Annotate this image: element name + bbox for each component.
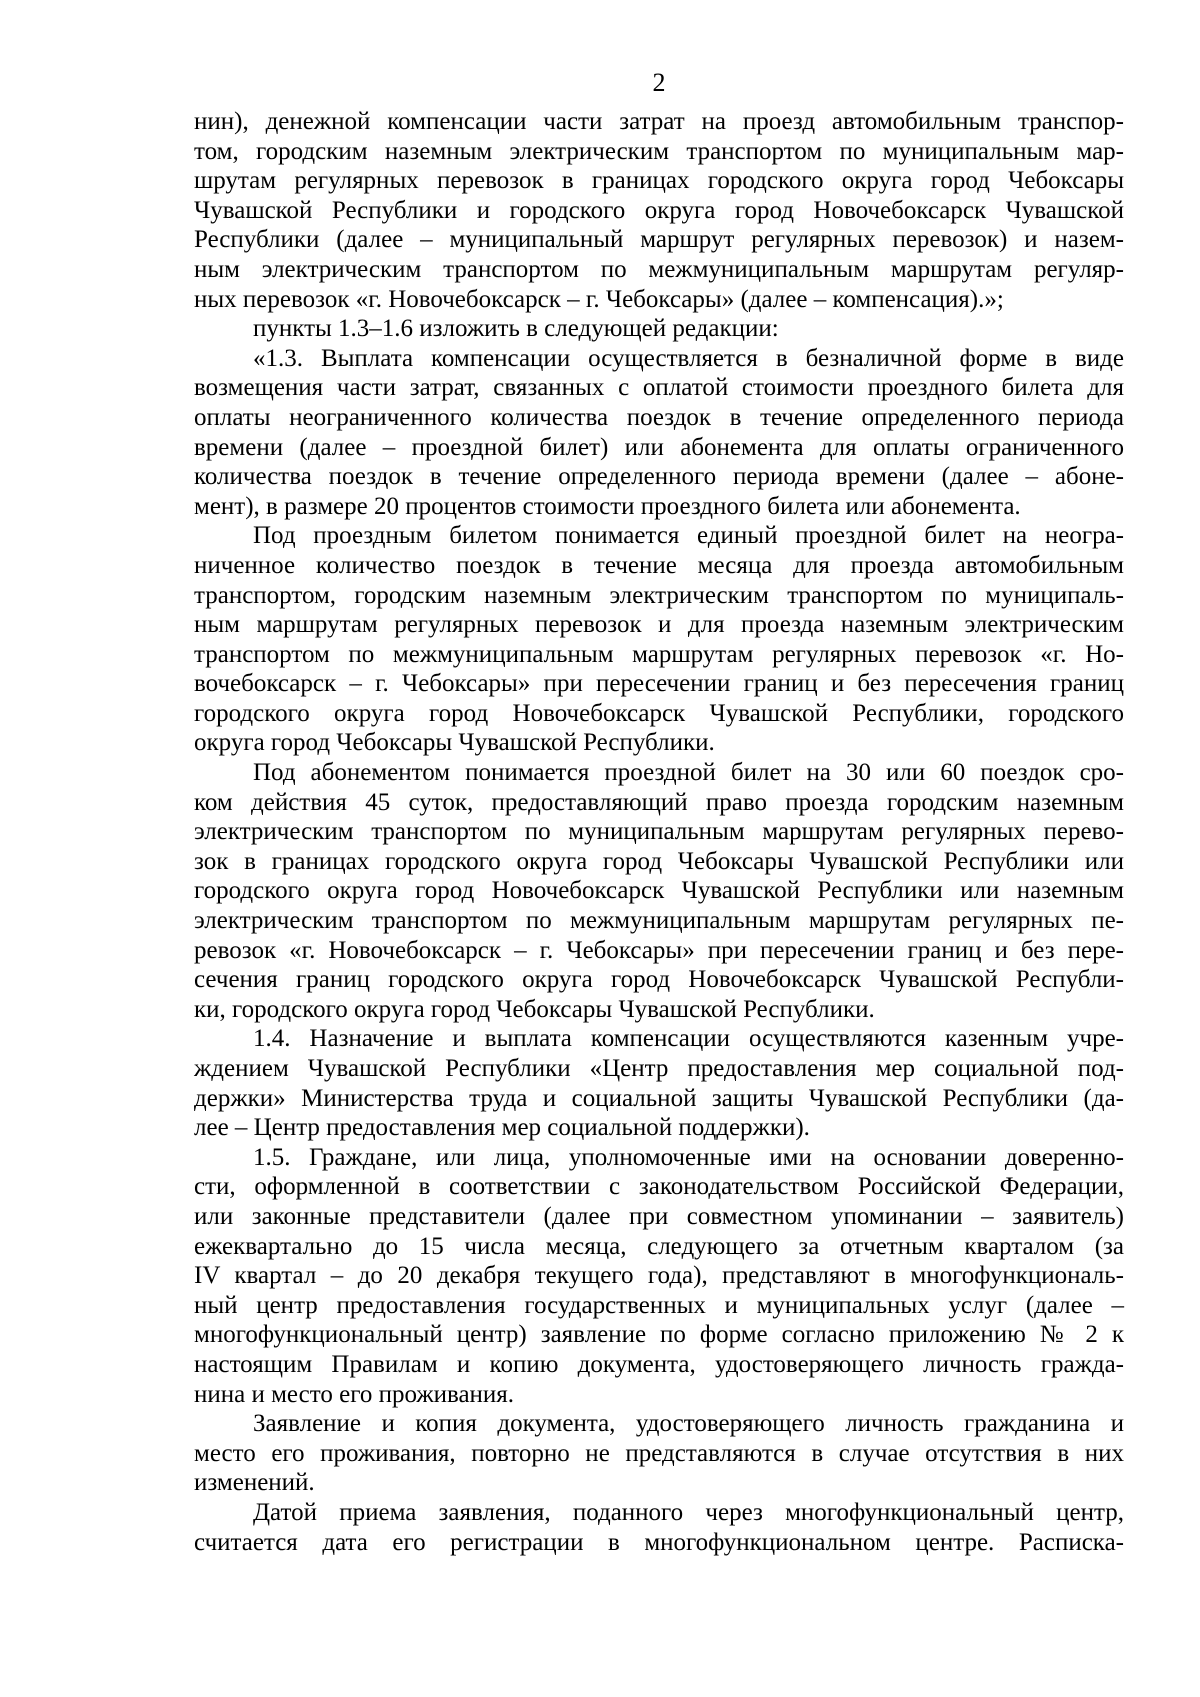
- text-line: Под абонементом понимается проездной билет на 30 или 60 поездок сро-: [253, 759, 1124, 787]
- text-line: ки, городского округа город Чебоксары Чувашской Республики.: [194, 995, 875, 1023]
- text-line: держки» Министерства труда и социальной защиты Чувашской Республики (да-: [194, 1084, 1124, 1112]
- text-line: место его проживания, повторно не представляются в случае отсутствия в них: [194, 1439, 1124, 1467]
- text-line: ный центр предоставления государственных и муниципальных услуг (далее –: [194, 1291, 1124, 1319]
- text-line: нин), денежной компенсации части затрат на проезд автомобильным транспор-: [194, 108, 1124, 135]
- text-line: изменений.: [194, 1469, 315, 1497]
- paragraph: [194, 1498, 1124, 1557]
- text-line: Республики (далее – муниципальный маршрут регулярных перевозок) и назем-: [194, 226, 1124, 254]
- paragraph: [194, 758, 1124, 1024]
- text-line: IV квартал – до 20 декабря текущего года), представляют в многофункциональ-: [194, 1262, 1124, 1290]
- text-line: времени (далее – проездной билет) или абонемента для оплаты ограниченного: [194, 433, 1124, 461]
- text-line: транспортом, городским наземным электрическим транспортом по муниципаль-: [194, 581, 1124, 609]
- paragraph: [194, 107, 1124, 314]
- text-line: округа город Чебоксары Чувашской Республики.: [194, 729, 715, 757]
- text-line: ждением Чувашской Республики «Центр предоставления мер социальной под-: [194, 1055, 1124, 1082]
- paragraph: [194, 1143, 1124, 1409]
- text-line: «1.3. Выплата компенсации осуществляется в безналичной форме в виде: [253, 344, 1124, 372]
- document-body: [194, 107, 1124, 1557]
- text-line: Заявление и копия документа, удостоверяющего личность гражданина и: [253, 1410, 1124, 1438]
- text-line: ным маршрутам регулярных перевозок и для проезда наземным электрическим: [194, 611, 1124, 639]
- text-line: количества поездок в течение определенного периода времени (далее – абоне-: [194, 463, 1124, 491]
- text-line: или законные представители (далее при совместном упоминании – заявитель): [194, 1202, 1124, 1230]
- text-line: многофункциональный центр) заявление по форме согласно приложению № 2 к: [194, 1321, 1124, 1349]
- text-line: Под проездным билетом понимается единый проездной билет на неогра-: [253, 522, 1124, 550]
- paragraph: [194, 344, 1124, 522]
- text-line: ревозок «г. Новочебоксарск – г. Чебоксары» при пересечении границ и без пере-: [194, 936, 1124, 964]
- text-line: ежеквартально до 15 числа месяца, следующего за отчетным кварталом (за: [194, 1232, 1124, 1260]
- text-line: нина и место его проживания.: [194, 1380, 515, 1408]
- text-line: Чувашской Республики и городского округа город Новочебоксарск Чувашской: [194, 196, 1124, 224]
- text-line: ниченное количество поездок в течение месяца для проезда автомобильным: [194, 551, 1124, 579]
- text-line: электрическим транспортом по муниципальным маршрутам регулярных перево-: [194, 818, 1124, 846]
- page-number: 2: [652, 68, 666, 97]
- text-line: пункты 1.3–1.6 изложить в следующей редакции:: [253, 315, 779, 343]
- text-line: электрическим транспортом по межмуниципальным маршрутам регулярных пе-: [194, 907, 1124, 935]
- text-line: городского округа город Новочебоксарск Чувашской Республики, городского: [194, 699, 1124, 727]
- text-line: городского округа город Новочебоксарск Чувашской Республики или наземным: [194, 877, 1124, 905]
- text-line: транспортом по межмуниципальным маршрутам регулярных перевозок «г. Но-: [194, 640, 1124, 668]
- paragraph: [194, 314, 1124, 344]
- paragraph: [194, 521, 1124, 758]
- text-line: настоящим Правилам и копию документа, удостоверяющего личность гражда-: [194, 1350, 1124, 1378]
- text-line: том, городским наземным электрическим транспортом по муниципальным мар-: [194, 137, 1124, 165]
- text-line: ным электрическим транспортом по межмуниципальным маршрутам регуляр-: [194, 255, 1124, 283]
- text-line: возмещения части затрат, связанных с оплатой стоимости проездного билета для: [194, 374, 1124, 402]
- paragraph: [194, 1409, 1124, 1498]
- text-line: ных перевозок «г. Новочебоксарск – г. Чебоксары» (далее – компенсация).»;: [194, 285, 1004, 313]
- text-line: вочебоксарск – г. Чебоксары» при пересечении границ и без пересечения границ: [194, 670, 1124, 698]
- text-line: шрутам регулярных перевозок в границах городского округа город Чебоксары: [194, 167, 1124, 195]
- text-line: лее – Центр предоставления мер социальной поддержки).: [194, 1114, 810, 1142]
- text-line: мент), в размере 20 процентов стоимости проездного билета или абонемента.: [194, 492, 1021, 520]
- text-line: зок в границах городского округа город Чебоксары Чувашской Республики или: [194, 847, 1124, 875]
- text-line: 1.4. Назначение и выплата компенсации осуществляются казенным учре-: [253, 1025, 1124, 1053]
- text-line: оплаты неограниченного количества поездок в течение определенного периода: [194, 403, 1124, 431]
- text-line: сечения границ городского округа город Новочебоксарск Чувашской Республи-: [194, 966, 1124, 994]
- text-line: 1.5. Граждане, или лица, уполномоченные ими на основании доверенно-: [253, 1143, 1124, 1171]
- text-line: сти, оформленной в соответствии с законодательством Российской Федерации,: [194, 1173, 1124, 1201]
- text-line: ком действия 45 суток, предоставляющий право проезда городским наземным: [194, 788, 1124, 816]
- paragraph: [194, 1024, 1124, 1142]
- text-line: Датой приема заявления, поданного через многофункциональный центр,: [253, 1498, 1124, 1526]
- text-line: считается дата его регистрации в многофункциональном центре. Расписка-: [194, 1528, 1124, 1556]
